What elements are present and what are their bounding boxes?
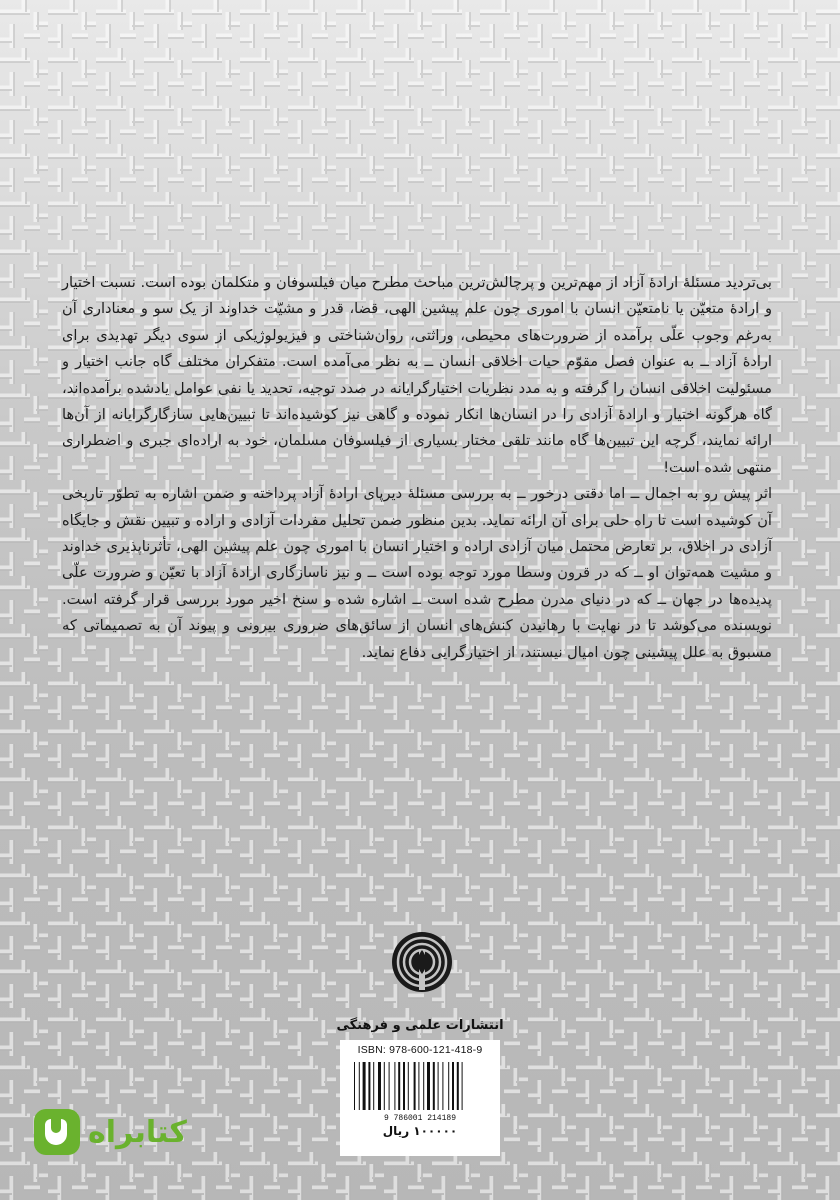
barcode-bar (403, 1062, 405, 1110)
barcode-bar (427, 1062, 430, 1110)
barcode-bar (389, 1062, 390, 1110)
publisher-emblem-icon (390, 930, 454, 994)
barcode-bar (378, 1062, 381, 1110)
barcode-bar (433, 1062, 435, 1110)
barcode-bar (442, 1062, 443, 1110)
barcode-bar (452, 1062, 454, 1110)
barcode-bar (373, 1062, 374, 1110)
barcode-bar (438, 1062, 439, 1110)
barcode-bar (359, 1062, 360, 1110)
barcode-bar (368, 1062, 370, 1110)
ketabrah-logo-icon (34, 1109, 80, 1155)
barcode-bar (457, 1062, 459, 1110)
barcode-bar (394, 1062, 395, 1110)
isbn-text: ISBN: 978-600-121-418-9 (357, 1044, 483, 1056)
barcode-bar (384, 1062, 385, 1110)
barcode-bar (414, 1062, 416, 1110)
blurb-paragraph-1: بی‌تردید مسئلۀ ارادۀ آزاد از مهم‌ترین و پرچالش‌ترین مباحث مطرح میان فیلسوفان و متکلمان بوده است. نسبت اختیار و ارادۀ متعیّن یا نامتعیّن انسان با اموری چون علم پیشین الهی، قضا، قدر و مشیّت خداوند از یک سو و معناداری آن به‌رغم وجوب علّی برآمده از ضرورت‌های محیطی، وراثتی، روان‌شناختی و فیزیولوژیکی از سوی دیگر تهدیدی برای ارادۀ آزاد ــ به عنوان فصل مقوّم حیات اخلاقی انسان ــ به نظر می‌آمده است. متفکران مختلف گاه جانب اختیار و مسئولیت اخلاقی انسان را گرفته و به مدد نظریات اختیارگرایانه در صدد توجیه، تحدید یا نفی عوامل یادشده برآمده‌اند، گاه هرگونه اختیار و ارادۀ آزادی را در انسان‌ها انکار نموده و گاهی نیز کوشیده‌اند تا تبیین‌هایی سازگارگرایانه از آن‌ها ارائه نمایند، گرچه این تبیین‌ها گاه مانند تلقی مختار بسیاری از فیلسوفان مسلمان، خود به اراده‌ای جبری و اضطراری منتهی شده است! (62, 274, 772, 476)
barcode-digits: 9 786001 214189 (383, 1114, 457, 1122)
barcode-bar (423, 1062, 424, 1110)
barcode-bar (408, 1062, 409, 1110)
publisher-name: انتشارات علمی و فرهنگی (336, 1018, 504, 1033)
barcode-bar (448, 1062, 449, 1110)
barcode-label (340, 1040, 500, 1156)
blurb-text (62, 270, 772, 666)
barcode-bar (418, 1062, 419, 1110)
blurb-paragraph-2: اثر پیش رو به اجمال ــ اما دقتی درخور ــ به بررسی مسئلۀ دیرپای ارادۀ آزاد پرداخته و ضمن اشاره به تطوّر تاریخی آن کوشیده است تا راه حلی برای آن ارائه نماید. بدین منظور ضمن تحلیل مفردات آزادی و اراده و تبیین نقش و جایگاه آزادی در اخلاق، بر تعارض محتمل میان آزادی اراده و اختیار انسان با اموری چون علم پیشین الهی، تأثرناپذیری خداوند و مشیت همه‌توان او ــ که در قرون وسطا مورد توجه بوده است ــ و نیز ناسازگاری ارادۀ آزاد با تعیّن و ضرورت علّی پدیده‌ها در جهان ــ که در دنیای مدرن مطرح شده است ــ اشاره شده و سنخ اخیر مورد بررسی قرار گرفته است. نویسنده می‌کوشد تا در نهایت با رهانیدن کنش‌های انسان از سائق‌های ضروری بیرونی و پیوند آن به تصمیماتی که مسبوق به علل پیشینی چون امیال نیستند، از اختیارگرایی دفاع نماید. (62, 485, 772, 661)
ketabrah-watermark[interactable] (34, 1102, 214, 1162)
price-label: ۱۰۰۰۰۰ ریال (382, 1124, 458, 1138)
barcode-bar (363, 1062, 366, 1110)
barcode-bar (354, 1062, 355, 1110)
ketabrah-wordmark: کتابراه (88, 1114, 187, 1150)
barcode-bar (398, 1062, 400, 1110)
barcode-bars (348, 1060, 492, 1122)
barcode-bar (462, 1062, 463, 1110)
